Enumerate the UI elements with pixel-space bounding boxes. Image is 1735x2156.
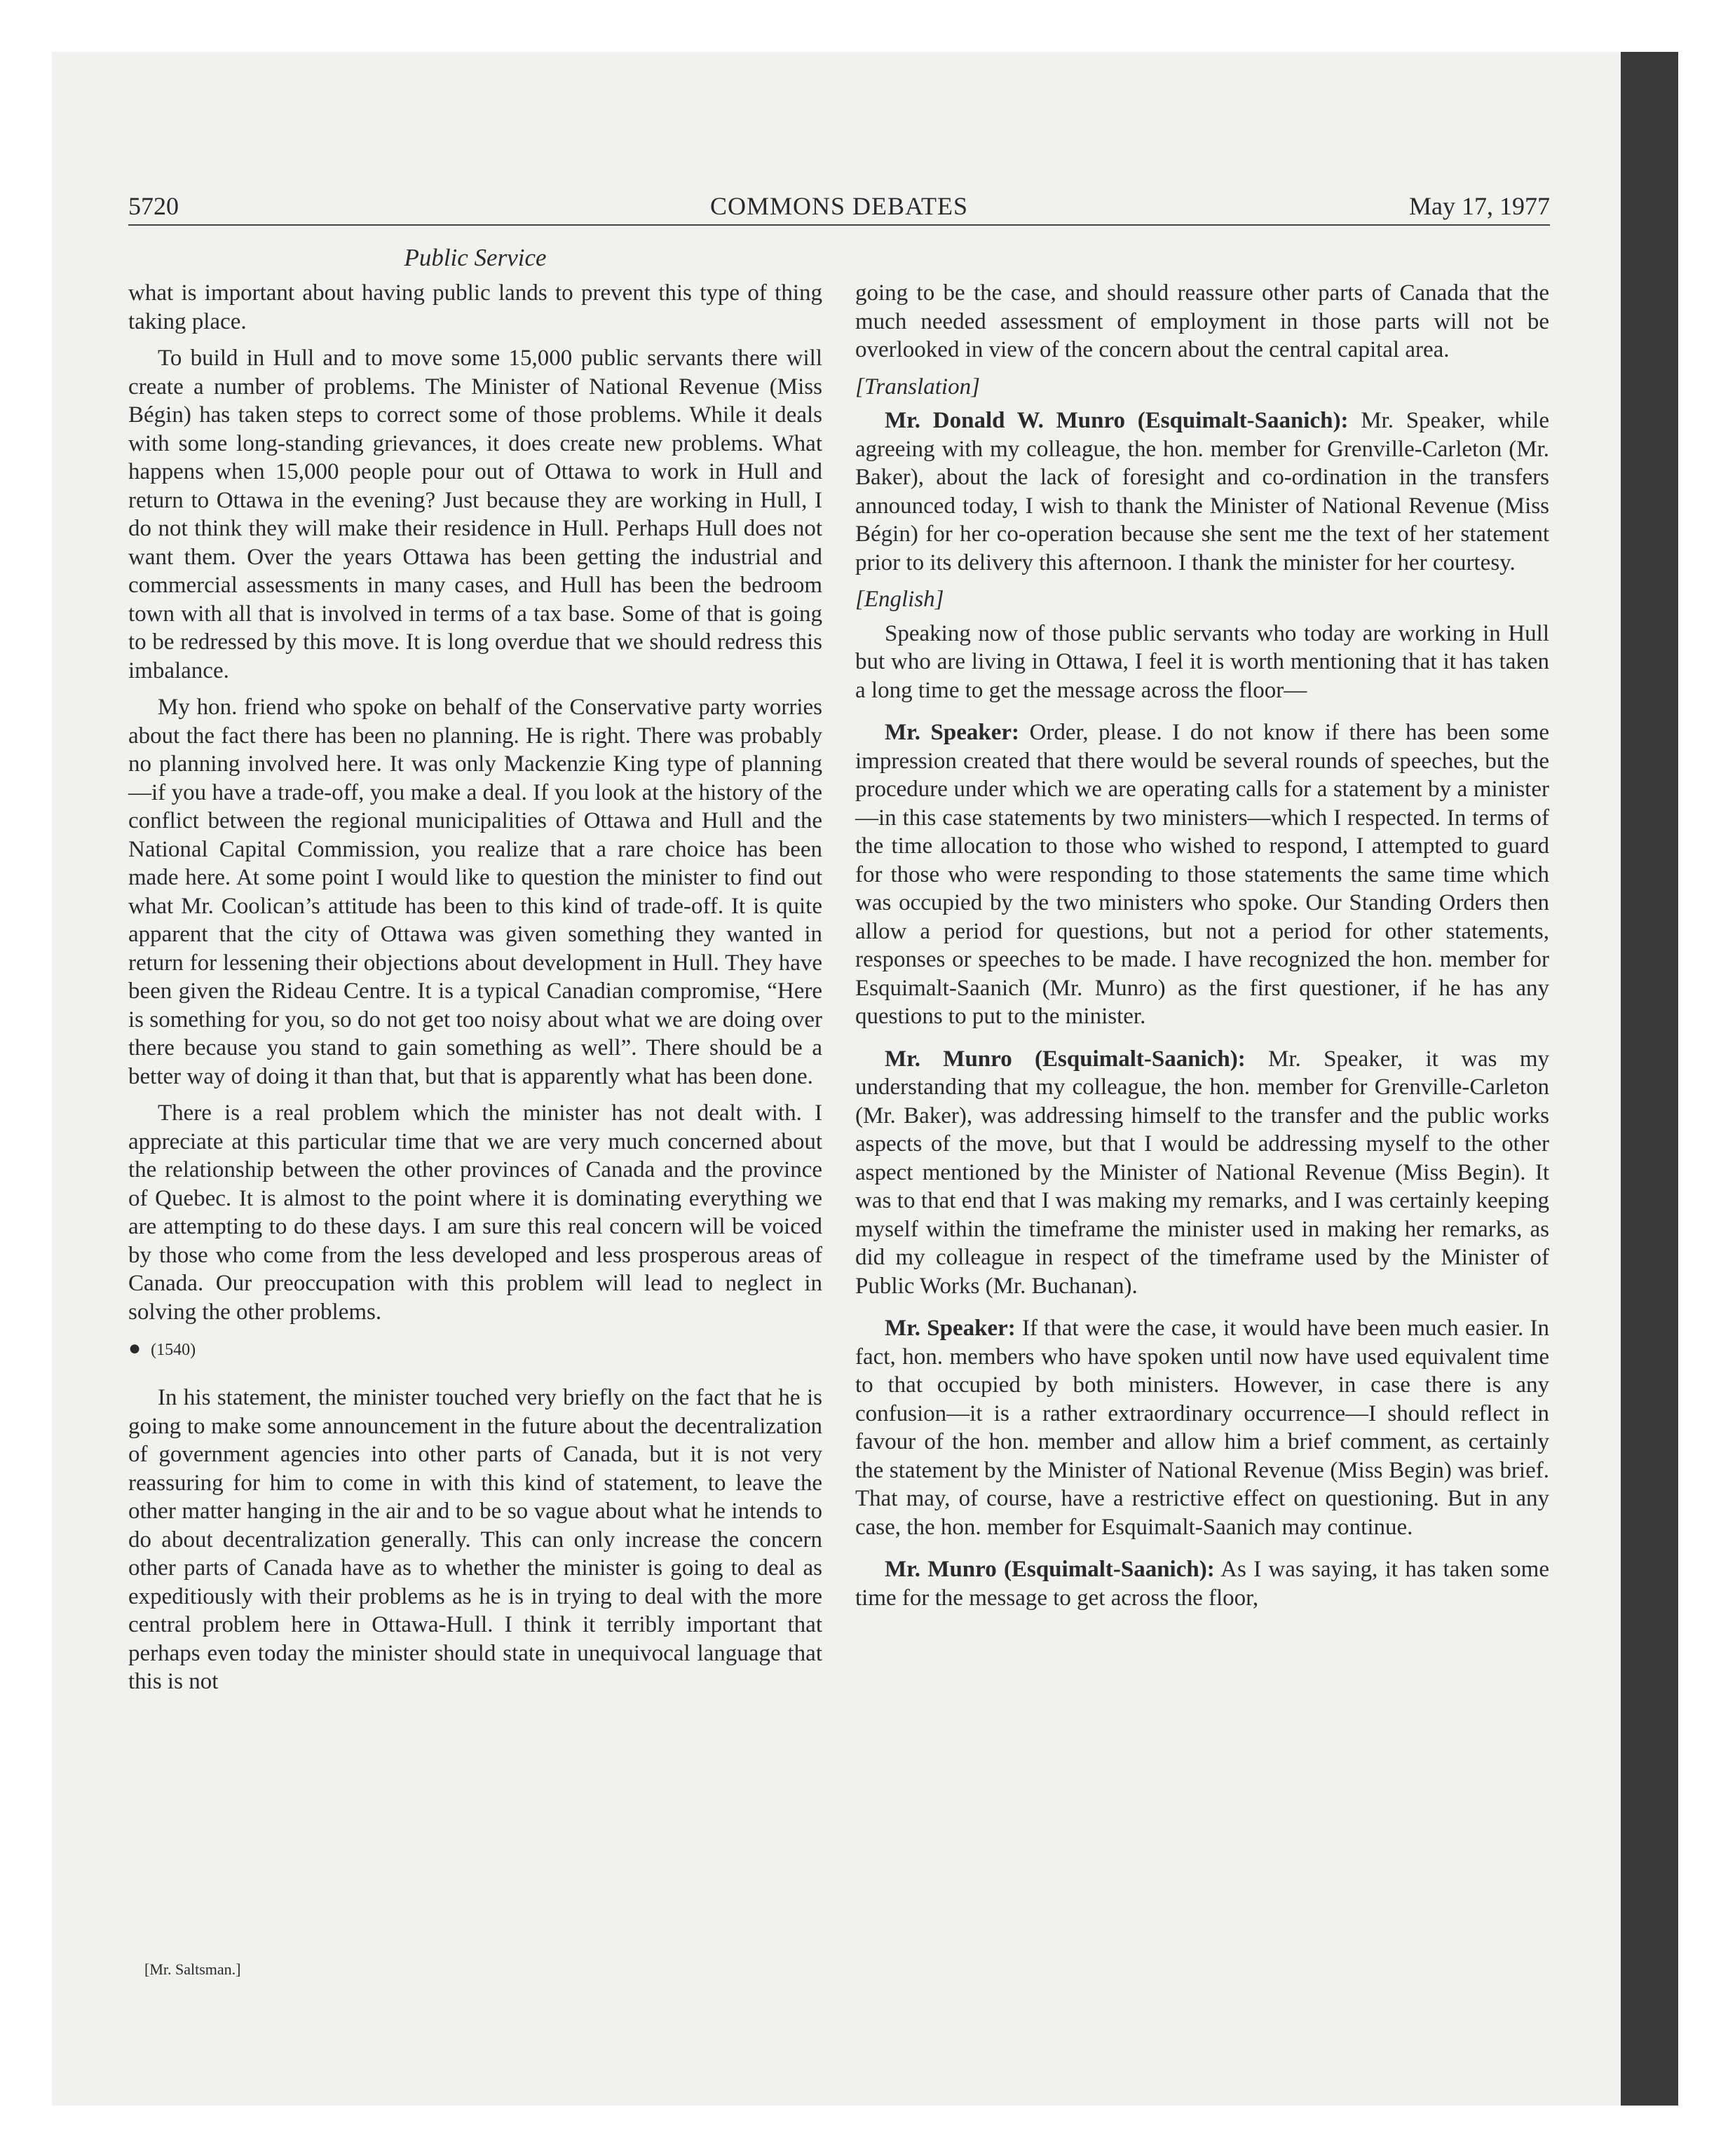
speech-text: Order, please. I do not know if there has been some impression created that there would be several rounds of speeches, but the procedure under which we are operating calls for a statement by a minister—in this case statements by two ministers—which I respected. In terms of the time allocation to those who wished to respond, I attempted to guard for those who were responding to those statements the same time which was occupied by the two ministers who spoke. Our Standing Orders then allow a period for questions, but not a period for other statements, responses or speeches to be made. I have recognized the hon. member for Esquimalt-Saanich (Mr. Munro) as the first questioner, if he has any questions to put to the minister. xyxy=(855,720,1549,1029)
time-marker xyxy=(128,1335,822,1364)
speaker-name: Mr. Munro (Esquimalt-Saanich): xyxy=(885,1046,1246,1072)
speaker-name: Mr. Munro (Esquimalt-Saanich): xyxy=(885,1557,1215,1582)
speech-text: As I was saying, it has taken some time for the message to get across the floor, xyxy=(855,1557,1549,1611)
paragraph: My hon. friend who spoke on behalf of the Conservative party worries about the fact there has been no planning. He is right. There was probably no planning involved here. It was only Mackenzie King type of planning—if you have a trade-off, you make a deal. If you look at the history of the conflict between the regional municipalities of Ottawa and Hull and the National Capital Commission, you realize that a rare choice has been made here. At some point I would like to question the minister to find out what Mr. Coolican’s attitude has been to this kind of trade-off. It is quite apparent that the city of Ottawa was given something they wanted in return for lessening their objections about development in Hull. They have been given the Rideau Centre. It is a typical Canadian compromise, “Here is something for you, so do not get too noisy about what we are doing over there because you stand to gain something as well”. There should be a better way of doing it than that, but that is apparently what has been done. xyxy=(128,695,822,1089)
publication-title: COMMONS DEBATES xyxy=(709,192,969,220)
language-tag: [Translation] xyxy=(855,374,980,400)
speech-paragraph xyxy=(855,1045,1549,1301)
speaker-name: Mr. Speaker: xyxy=(885,720,1020,745)
time-marker-label: (1540) xyxy=(151,1341,196,1359)
left-column xyxy=(128,279,822,1705)
speech-text: If that were the case, it would have been much easier. In fact, hon. members who have spoken until now have used equivalent time to that occupied by both ministers. However, in case there is any confusion—it is a rather extraordinary occurrence—I should reflect in favour of the hon. member and allow him a brief comment, as certainly the statement by the Minister of National Revenue (Miss Begin) was brief. That may, of course, have a restrictive effect on questioning. But in any case, the hon. member for Esquimalt-Saanich may continue. xyxy=(855,1316,1549,1540)
page-header xyxy=(128,188,1550,226)
section-title: Public Service xyxy=(404,244,547,271)
speaker-footnote: [Mr. Saltsman.] xyxy=(144,1960,241,1978)
paragraph: In his statement, the minister touched very briefly on the fact that he is going to make some announcement in the future about the decentralization of government agencies into other parts of Canada, but it is not very reassuring for him to come in with this kind of statement, to leave the other matter hanging in the air and to be so vague about what he intends to do about decentralization generally. This can only increase the concern other parts of Canada have as to whether the minister is going to deal as expeditiously with their problems as he is in trying to deal with the more central problem here in Ottawa-Hull. I think it terribly important that perhaps even today the minister should state in unequivocal language that this is not xyxy=(128,1385,822,1694)
bullet-icon: ● xyxy=(128,1337,142,1360)
speech-paragraph xyxy=(855,407,1549,577)
speech-paragraph xyxy=(855,1314,1549,1541)
paragraph: Speaking now of those public servants who today are working in Hull but who are living in Ottawa, I feel it is worth mentioning that it has taken a long time to get the message across the floor— xyxy=(855,620,1549,703)
paragraph: what is important about having public lands to prevent this type of thing taking place. xyxy=(128,280,822,334)
paragraph: To build in Hull and to move some 15,000 public servants there will create a number of problems. The Minister of National Revenue (Miss Bégin) has taken steps to correct some of those problems. While it deals with some long-standing grievances, it does create new problems. What happens when 15,000 people pour out of Ottawa to work in Hull and return to Ottawa in the evening? Just because they are working in Hull, I do not think they will make their residence in Hull. Perhaps Hull does not want them. Over the years Ottawa has been getting the industrial and commercial assessments in many cases, and Hull has been the bedroom town with all that is involved in terms of a tax base. Some of that is going to be redressed by this move. It is long overdue that we should redress this imbalance. xyxy=(128,346,822,683)
page-number: 5720 xyxy=(128,192,179,220)
speaker-name: Mr. Donald W. Munro (Esquimalt-Saanich): xyxy=(885,408,1349,433)
paragraph: There is a real problem which the minister has not dealt with. I appreciate at this particular time that we are very much concerned about the relationship between the other provinces of Canada and the province of Quebec. It is almost to the point where it is dominating everything we are attempting to do these days. I am sure this real concern will be voiced by those who come from the less developed and less prosperous areas of Canada. Our preoccupation with this problem will lead to neglect in solving the other problems. xyxy=(128,1100,822,1325)
right-column xyxy=(855,279,1549,1621)
speaker-name: Mr. Speaker: xyxy=(885,1316,1016,1341)
language-tag: [English] xyxy=(855,587,944,612)
scan-edge-bar xyxy=(1621,52,1678,2106)
speech-text: Mr. Speaker, while agreeing with my colleague, the hon. member for Grenville-Carleton (Mr. Baker), about the lack of foresight and co-ordination in the transfers announced today, I wish to thank the Minister of National Revenue (Miss Bégin) for her co-operation because she sent me the text of her statement prior to its delivery this afternoon. I thank the minister for her courtesy. xyxy=(855,408,1549,575)
speech-paragraph xyxy=(855,1555,1549,1612)
publication-date: May 17, 1977 xyxy=(1409,192,1550,220)
speech-text: Mr. Speaker, it was my understanding that my colleague, the hon. member for Grenville-Carleton (Mr. Baker), was addressing himself to the transfer and the public works aspects of the move, but that I would be addressing myself to the other aspect mentioned by the Minister of National Revenue (Miss Begin). It was to that end that I was making my remarks, and I was certainly keeping myself within the timeframe the minister used in making her remarks, as did my colleague in respect of the timeframe used by the Minister of Public Works (Mr. Buchanan). xyxy=(855,1046,1549,1299)
speech-paragraph xyxy=(855,718,1549,1031)
paragraph: going to be the case, and should reassure other parts of Canada that the much needed assessment of employment in those parts will not be overlooked in view of the concern about the central capital area. xyxy=(855,280,1549,362)
